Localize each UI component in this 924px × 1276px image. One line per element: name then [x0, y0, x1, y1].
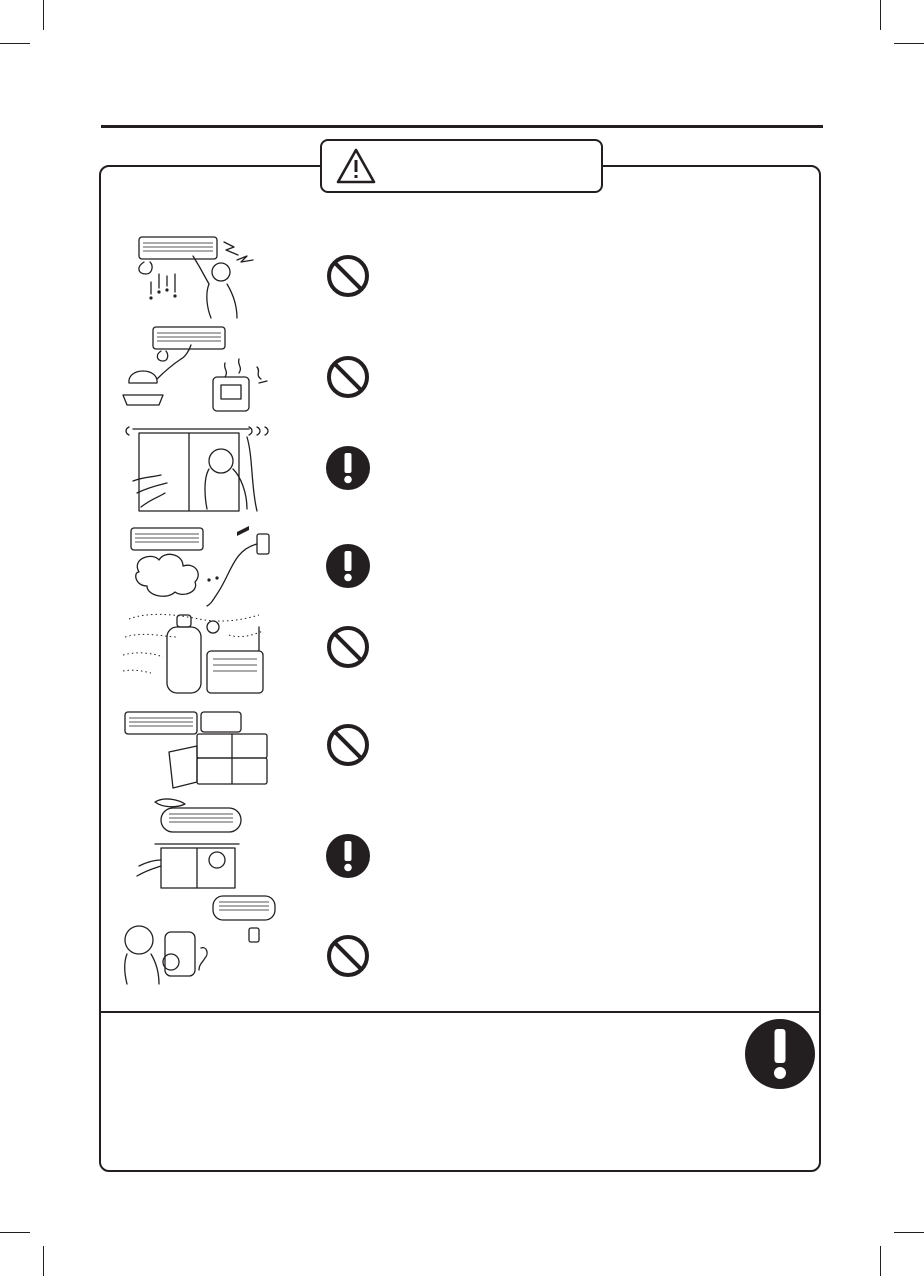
stacked-objects-illustration [109, 708, 279, 800]
caution-item-4 [101, 520, 801, 610]
crop-mark-top-left-h [0, 43, 30, 44]
gas-cylinder-illustration [109, 607, 279, 699]
caution-item-6 [101, 708, 801, 798]
caution-item-2 [101, 323, 801, 413]
top-rule [101, 125, 823, 128]
wet-hands-illustration [109, 232, 279, 324]
crop-mark-top-right-h [894, 43, 924, 44]
open-window-illustration [109, 421, 279, 513]
prohibition-icon [325, 722, 371, 768]
ventilate-illustration [109, 796, 279, 888]
kettle-heater-illustration [109, 323, 279, 415]
crop-mark-bottom-right-h [894, 1232, 924, 1233]
cold-air-illustration [109, 894, 279, 986]
mandatory-action-icon [325, 833, 371, 879]
unplug-illustration [109, 520, 279, 612]
mandatory-action-icon [325, 543, 371, 589]
caution-item-1 [101, 232, 801, 322]
prohibition-icon [325, 253, 371, 299]
crop-mark-top-left-v [43, 0, 44, 30]
crop-mark-bottom-left-h [0, 1232, 30, 1233]
crop-mark-top-right-v [880, 0, 881, 30]
prohibition-icon [325, 624, 371, 670]
warning-triangle-icon [336, 148, 376, 184]
prohibition-icon [325, 933, 371, 979]
mandatory-action-icon [325, 445, 371, 491]
section-divider [101, 1011, 819, 1013]
prohibition-icon [325, 354, 371, 400]
crop-mark-bottom-right-v [880, 1246, 881, 1276]
crop-mark-bottom-left-v [43, 1246, 44, 1276]
mandatory-action-icon [744, 1018, 816, 1090]
caution-item-7 [101, 796, 801, 886]
caution-title-box [320, 139, 603, 193]
caution-item-5 [101, 607, 801, 697]
caution-item-8 [101, 894, 801, 984]
caution-item-3 [101, 421, 801, 511]
